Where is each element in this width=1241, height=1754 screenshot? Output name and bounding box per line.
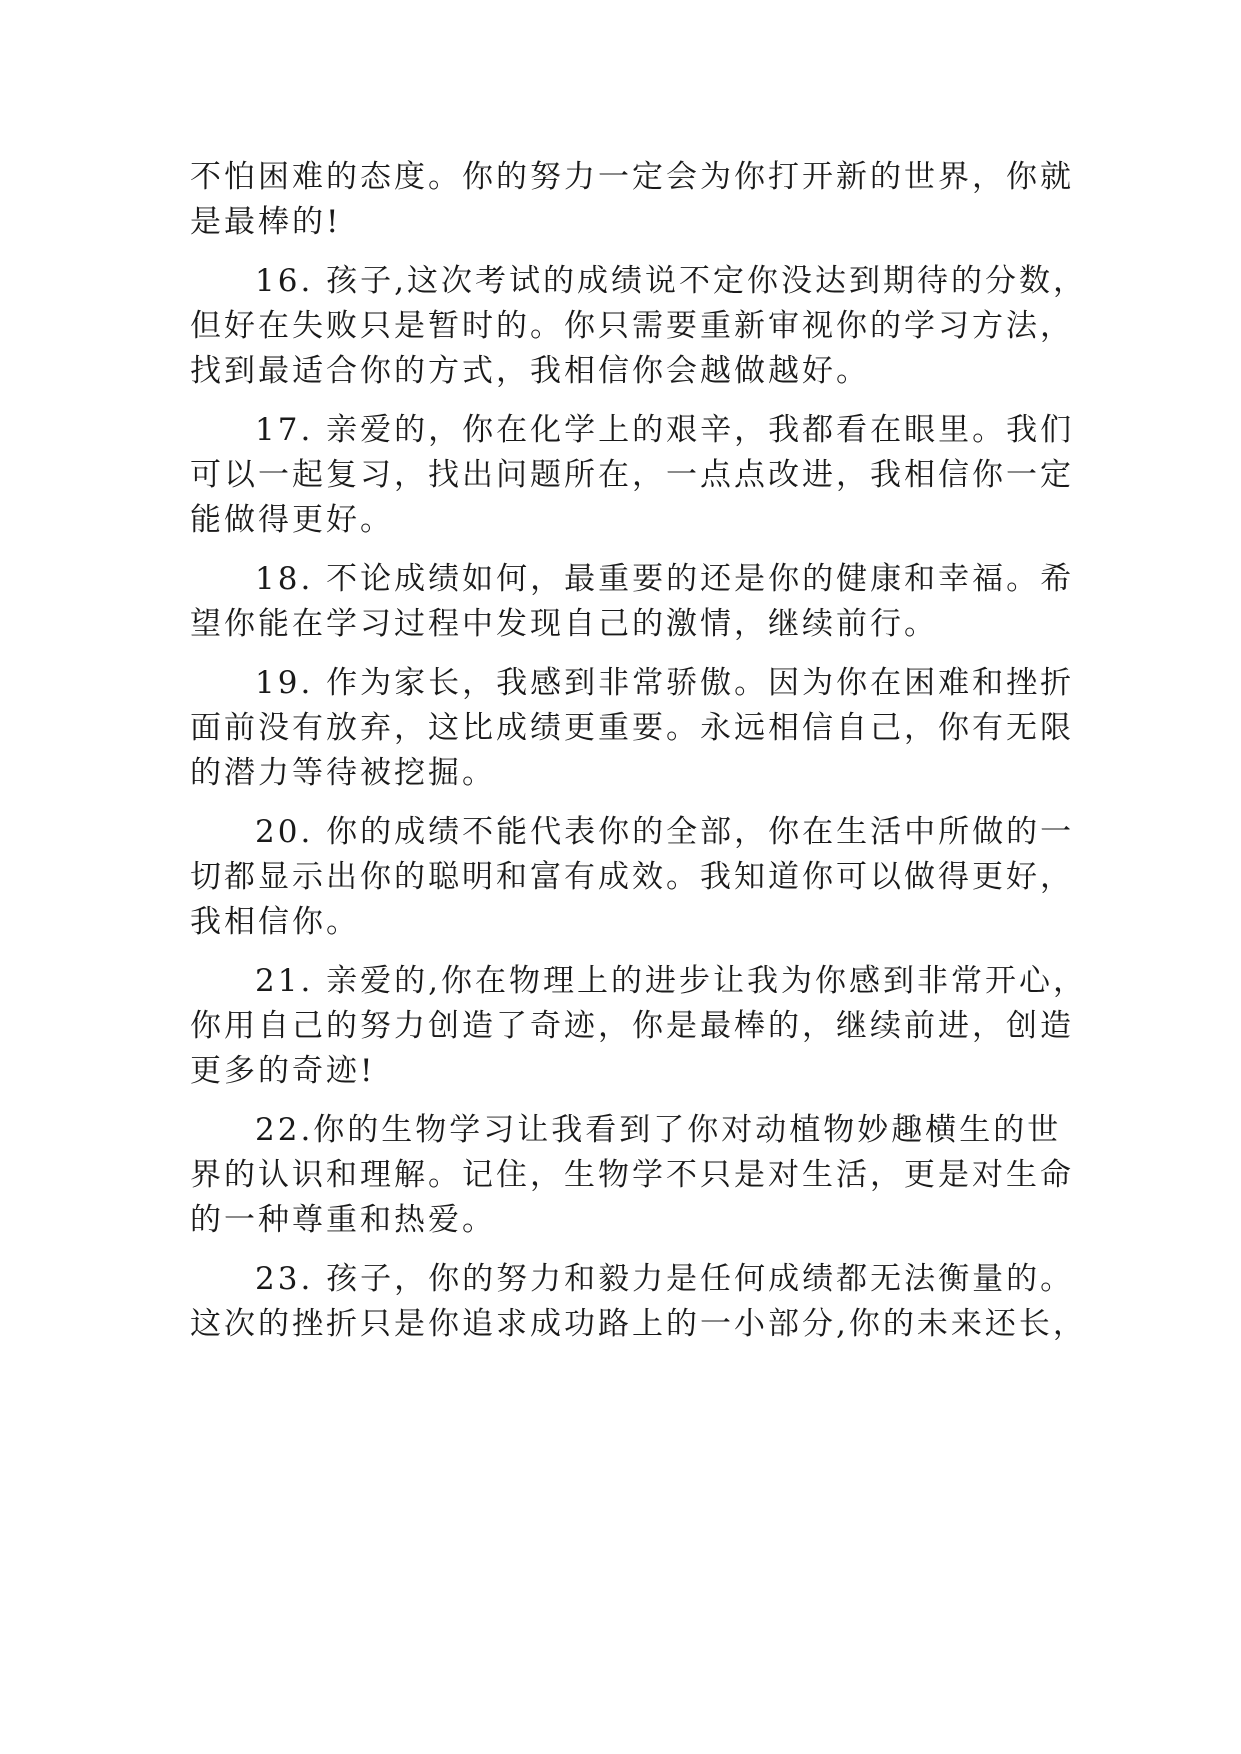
document-body [190, 155, 1090, 1347]
paragraph-19-line: 19. 作为家长，我感到非常骄傲。因为你在困难和挫折 [255, 665, 1075, 701]
text-line: 但好在失败只是暂时的。你只需要重新审视你的学习方法， [190, 308, 1074, 344]
paragraph-17-line: 17. 亲爱的，你在化学上的艰辛，我都看在眼里。我们 [255, 412, 1075, 448]
text-line: 找到最适合你的方式，我相信你会越做越好。 [190, 353, 870, 389]
text-line: 界的认识和理解。记住，生物学不只是对生活，更是对生命 [190, 1157, 1074, 1193]
text-line: 这次的挫折只是你追求成功路上的一小部分,你的未来还长， [190, 1306, 1087, 1342]
paragraph-21-line: 21. 亲爱的,你在物理上的进步让我为你感到非常开心， [255, 963, 1088, 999]
paragraph-22-line: 22.你的生物学习让我看到了你对动植物妙趣横生的世 [255, 1112, 1062, 1148]
paragraph-20-line: 20. 你的成绩不能代表你的全部，你在生活中所做的一 [255, 814, 1075, 850]
paragraph-16-line: 16. 孩子,这次考试的成绩说不定你没达到期待的分数， [255, 263, 1088, 299]
text-line: 能做得更好。 [190, 502, 394, 538]
paragraph-23-line: 23. 孩子，你的努力和毅力是任何成绩都无法衡量的。 [255, 1261, 1075, 1297]
text-line: 可以一起复习，找出问题所在，一点点改进，我相信你一定 [190, 457, 1074, 493]
text-line: 的潜力等待被挖掘。 [190, 755, 496, 791]
text-line: 是最棒的! [190, 204, 342, 240]
text-line: 你用自己的努力创造了奇迹，你是最棒的，继续前进，创造 [190, 1008, 1074, 1044]
text-line: 我相信你。 [190, 904, 360, 940]
text-line: 切都显示出你的聪明和富有成效。我知道你可以做得更好， [190, 859, 1074, 895]
text-line: 不怕困难的态度。你的努力一定会为你打开新的世界，你就 [190, 159, 1074, 195]
text-line: 面前没有放弃，这比成绩更重要。永远相信自己，你有无限 [190, 710, 1074, 746]
text-line: 望你能在学习过程中发现自己的激情，继续前行。 [190, 606, 938, 642]
paragraph-18-line: 18. 不论成绩如何，最重要的还是你的健康和幸福。希 [255, 561, 1075, 597]
text-line: 的一种尊重和热爱。 [190, 1202, 496, 1238]
text-line: 更多的奇迹! [190, 1053, 376, 1089]
